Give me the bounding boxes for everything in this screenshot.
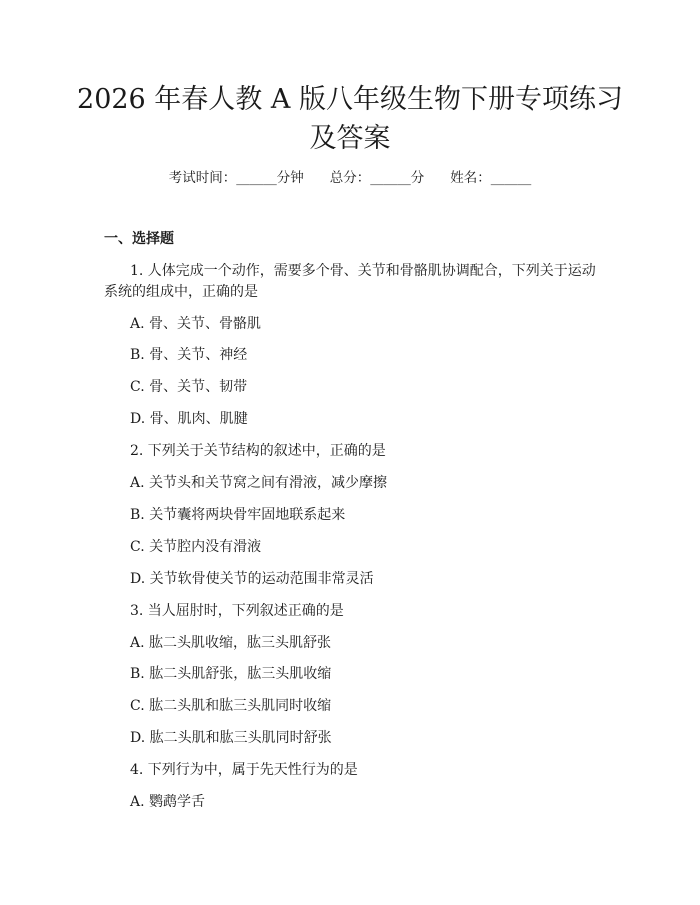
question-3-option-d: D. 肱二头肌和肱三头肌同时舒张 [130,730,332,746]
question-1-option-c: C. 骨、关节、韧带 [130,379,248,395]
exam-info-row [0,168,700,188]
question-1-stem-cont: 系统的组成中，正确的是 [104,284,258,300]
name-label: 姓名：______ [450,170,532,186]
question-3-option-b: B. 肱二头肌舒张，肱三头肌收缩 [130,666,332,682]
title-line-2: 及答案 [309,123,391,154]
title-line-1: 2026 年春人教 A 版八年级生物下册专项练习 [77,84,623,115]
question-1-stem: 1. 人体完成一个动作，需要多个骨、关节和骨骼肌协调配合，下列关于运动 [130,263,596,279]
section-heading: 一、选择题 [104,231,174,247]
question-2-option-b: B. 关节囊将两块骨牢固地联系起来 [130,507,346,523]
question-4-option-a: A. 鹦鹉学舌 [130,794,206,810]
question-4-stem: 4. 下列行为中，属于先天性行为的是 [130,762,358,778]
exam-time-label: 考试时间：______分钟 [168,170,304,186]
question-1-option-b: B. 骨、关节、神经 [130,347,248,363]
question-1-option-a: A. 骨、关节、骨骼肌 [130,316,262,332]
question-1-option-d: D. 骨、肌肉、肌腱 [130,411,248,427]
total-score-label: 总分：______分 [329,170,425,186]
question-2-option-d: D. 关节软骨使关节的运动范围非常灵活 [130,571,374,587]
question-2-stem: 2. 下列关于关节结构的叙述中，正确的是 [130,443,386,459]
question-3-option-a: A. 肱二头肌收缩，肱三头肌舒张 [130,635,332,651]
question-3-option-c: C. 肱二头肌和肱三头肌同时收缩 [130,698,332,714]
question-3-stem: 3. 当人屈肘时，下列叙述正确的是 [130,603,344,619]
document-title [40,80,660,158]
question-2-option-a: A. 关节头和关节窝之间有滑液，减少摩擦 [130,475,388,491]
question-2-option-c: C. 关节腔内没有滑液 [130,539,262,555]
